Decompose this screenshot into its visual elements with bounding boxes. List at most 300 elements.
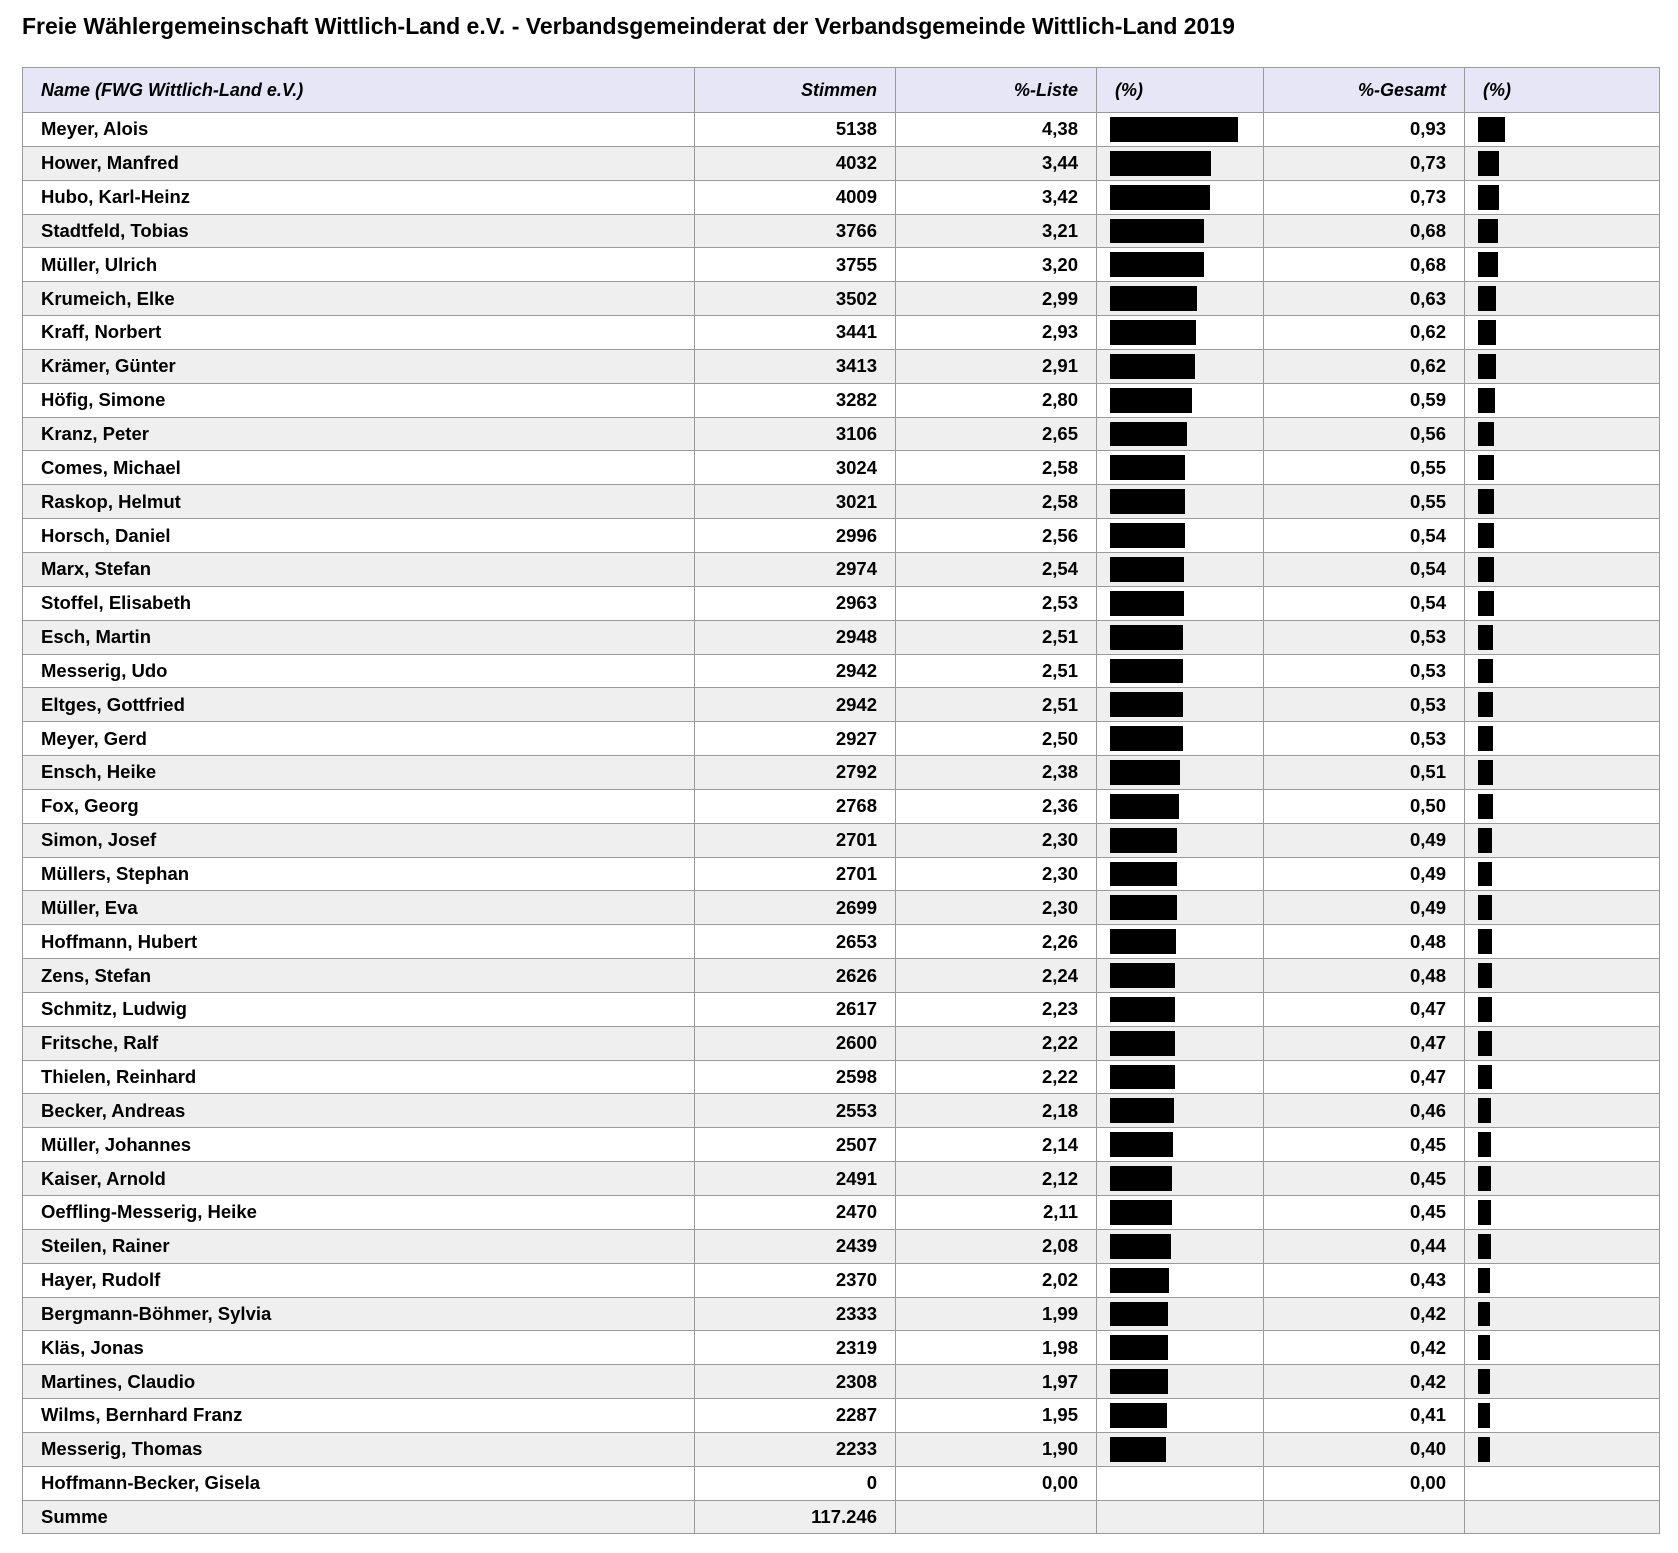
pct-total-value: 0,46 [1264,1094,1465,1128]
pct-total-value: 0,45 [1264,1128,1465,1162]
pct-total-bar-cell [1465,789,1660,823]
pct-list-bar [1110,591,1184,616]
pct-total-bar-cell [1465,180,1660,214]
pct-list-bar-cell [1097,485,1264,519]
pct-total-value: 0,62 [1264,316,1465,350]
table-row [23,316,1660,350]
pct-list-bar-cell [1097,1094,1264,1128]
candidate-name: Fox, Georg [23,789,695,823]
pct-list-value: 2,12 [896,1162,1097,1196]
candidate-name: Becker, Andreas [23,1094,695,1128]
pct-total-value: 0,53 [1264,654,1465,688]
pct-total-bar [1478,760,1493,785]
pct-list-value: 2,30 [896,891,1097,925]
pct-list-bar [1110,1234,1171,1259]
pct-list-value: 2,56 [896,519,1097,553]
pct-total-value: 0,53 [1264,620,1465,654]
pct-total-bar-cell [1465,146,1660,180]
vote-count: 0 [695,1466,896,1500]
pct-total-value: 0,93 [1264,113,1465,147]
pct-total-bar-cell [1465,349,1660,383]
vote-count: 2653 [695,925,896,959]
pct-total-value: 0,42 [1264,1365,1465,1399]
candidate-name: Bergmann-Böhmer, Sylvia [23,1297,695,1331]
vote-count: 2996 [695,519,896,553]
pct-total-bar-cell [1465,925,1660,959]
pct-list-bar-cell [1097,1162,1264,1196]
candidate-name: Horsch, Daniel [23,519,695,553]
vote-count: 3502 [695,282,896,316]
pct-total-value: 0,47 [1264,1060,1465,1094]
vote-count: 2553 [695,1094,896,1128]
pct-list-value: 3,20 [896,248,1097,282]
pct-list-bar [1110,320,1196,345]
candidate-name: Müller, Ulrich [23,248,695,282]
vote-count: 2974 [695,552,896,586]
pct-total-bar [1478,320,1496,345]
pct-total-value: 0,56 [1264,417,1465,451]
pct-list-bar-cell [1097,688,1264,722]
pct-total-bar [1478,1031,1492,1056]
pct-list-bar-cell [1097,1297,1264,1331]
pct-total-bar [1478,117,1505,142]
pct-total-bar-cell [1465,519,1660,553]
pct-list-bar [1110,1403,1167,1428]
pct-total-value: 0,49 [1264,857,1465,891]
table-row [23,113,1660,147]
pct-total-value: 0,68 [1264,214,1465,248]
pct-list-bar-cell [1097,214,1264,248]
pct-total-bar [1478,1302,1490,1327]
pct-list-bar-cell [1097,992,1264,1026]
table-row [23,1128,1660,1162]
pct-total-value: 0,48 [1264,925,1465,959]
pct-total-bar [1478,625,1493,650]
candidate-name: Kläs, Jonas [23,1331,695,1365]
vote-count: 2600 [695,1026,896,1060]
pct-total-value: 0,53 [1264,688,1465,722]
pct-list-value: 1,90 [896,1432,1097,1466]
pct-list-value: 2,08 [896,1229,1097,1263]
vote-count: 2701 [695,857,896,891]
summary-empty-cell [1465,1500,1660,1534]
pct-total-bar [1478,692,1493,717]
pct-total-bar [1478,1132,1491,1157]
pct-total-value: 0,49 [1264,823,1465,857]
pct-list-bar-cell [1097,823,1264,857]
candidate-name: Hubo, Karl-Heinz [23,180,695,214]
pct-list-bar-cell [1097,282,1264,316]
pct-total-bar [1478,726,1493,751]
vote-count: 2948 [695,620,896,654]
pct-list-bar [1110,219,1204,244]
pct-total-bar-cell [1465,1331,1660,1365]
pct-list-bar-cell [1097,1365,1264,1399]
vote-count: 2598 [695,1060,896,1094]
pct-total-bar [1478,286,1496,311]
candidate-name: Comes, Michael [23,451,695,485]
table-row [23,1060,1660,1094]
candidate-name: Messerig, Thomas [23,1432,695,1466]
table-row [23,823,1660,857]
vote-count: 2233 [695,1432,896,1466]
page-title: Freie Wählergemeinschaft Wittlich-Land e.V. - Verbandsgemeinderat der Verbandsgemeinde Wittlich-Land 2019 [22,13,1235,39]
table-row [23,722,1660,756]
pct-list-value: 2,51 [896,620,1097,654]
table-row [23,620,1660,654]
pct-list-bar [1110,354,1195,379]
pct-list-bar [1110,523,1185,548]
pct-list-value: 1,97 [896,1365,1097,1399]
pct-list-value: 2,24 [896,959,1097,993]
table-row [23,214,1660,248]
vote-count: 2491 [695,1162,896,1196]
candidate-name: Hower, Manfred [23,146,695,180]
candidate-name: Steilen, Rainer [23,1229,695,1263]
summary-label: Summe [23,1500,695,1534]
pct-list-value: 2,80 [896,383,1097,417]
pct-total-bar [1478,1437,1490,1462]
vote-count: 4009 [695,180,896,214]
table-row [23,180,1660,214]
candidate-name: Müllers, Stephan [23,857,695,891]
header-bar-total: (%) [1465,68,1660,113]
pct-total-value: 0,45 [1264,1162,1465,1196]
candidate-name: Messerig, Udo [23,654,695,688]
table-row [23,925,1660,959]
pct-list-value: 2,54 [896,552,1097,586]
pct-total-value: 0,73 [1264,180,1465,214]
table-row [23,519,1660,553]
pct-list-bar-cell [1097,349,1264,383]
pct-total-value: 0,50 [1264,789,1465,823]
pct-total-bar [1478,489,1494,514]
pct-list-bar-cell [1097,620,1264,654]
pct-total-value: 0,54 [1264,586,1465,620]
pct-total-bar [1478,1065,1492,1090]
pct-list-bar [1110,1335,1168,1360]
pct-list-value: 4,38 [896,113,1097,147]
pct-list-value: 2,22 [896,1026,1097,1060]
pct-total-bar-cell [1465,1297,1660,1331]
pct-total-bar-cell [1465,1399,1660,1433]
table-row [23,1297,1660,1331]
pct-total-value: 0,47 [1264,992,1465,1026]
pct-list-bar [1110,760,1180,785]
table-row [23,789,1660,823]
pct-list-value: 2,38 [896,756,1097,790]
pct-list-value: 2,30 [896,823,1097,857]
table-row [23,959,1660,993]
pct-total-bar-cell [1465,1229,1660,1263]
table-row [23,552,1660,586]
pct-list-bar [1110,1031,1175,1056]
pct-list-bar-cell [1097,756,1264,790]
pct-list-value: 2,51 [896,654,1097,688]
pct-total-bar [1478,1403,1490,1428]
vote-count: 2370 [695,1263,896,1297]
summary-empty-cell [1097,1500,1264,1534]
pct-total-value: 0,45 [1264,1196,1465,1230]
pct-list-bar-cell [1097,654,1264,688]
pct-list-value: 2,02 [896,1263,1097,1297]
candidate-name: Oeffling-Messerig, Heike [23,1196,695,1230]
vote-count: 5138 [695,113,896,147]
pct-total-bar-cell [1465,417,1660,451]
pct-total-value: 0,55 [1264,485,1465,519]
candidate-name: Hoffmann-Becker, Gisela [23,1466,695,1500]
pct-list-bar-cell [1097,722,1264,756]
pct-list-bar-cell [1097,1331,1264,1365]
pct-total-bar-cell [1465,552,1660,586]
candidate-name: Schmitz, Ludwig [23,992,695,1026]
pct-list-bar-cell [1097,552,1264,586]
pct-total-bar [1478,591,1494,616]
pct-list-value: 3,44 [896,146,1097,180]
vote-count: 3021 [695,485,896,519]
pct-total-bar [1478,1268,1490,1293]
pct-total-bar [1478,1098,1491,1123]
candidate-name: Stoffel, Elisabeth [23,586,695,620]
pct-total-bar [1478,1369,1490,1394]
pct-list-value: 2,11 [896,1196,1097,1230]
vote-count: 2792 [695,756,896,790]
pct-list-bar-cell [1097,1026,1264,1060]
vote-count: 2963 [695,586,896,620]
candidate-name: Krumeich, Elke [23,282,695,316]
pct-total-bar [1478,862,1492,887]
pct-total-bar-cell [1465,113,1660,147]
pct-list-bar [1110,726,1183,751]
table-row [23,756,1660,790]
pct-total-value: 0,42 [1264,1297,1465,1331]
pct-list-bar-cell [1097,113,1264,147]
candidate-name: Höfig, Simone [23,383,695,417]
pct-list-bar [1110,794,1179,819]
pct-list-value: 2,23 [896,992,1097,1026]
vote-count: 3413 [695,349,896,383]
table-row [23,1365,1660,1399]
pct-list-value: 2,53 [896,586,1097,620]
pct-list-bar [1110,997,1175,1022]
pct-list-bar [1110,895,1177,920]
pct-total-bar [1478,1234,1491,1259]
pct-list-value: 3,42 [896,180,1097,214]
table-row [23,1399,1660,1433]
pct-total-bar [1478,1200,1491,1225]
vote-count: 3766 [695,214,896,248]
pct-list-bar [1110,1302,1168,1327]
pct-total-value: 0,55 [1264,451,1465,485]
vote-count: 3755 [695,248,896,282]
table-row [23,1026,1660,1060]
pct-list-value: 1,98 [896,1331,1097,1365]
pct-total-value: 0,40 [1264,1432,1465,1466]
pct-total-bar [1478,523,1494,548]
pct-total-bar-cell [1465,1466,1660,1500]
pct-total-bar-cell [1465,1094,1660,1128]
table-row [23,417,1660,451]
pct-total-bar-cell [1465,316,1660,350]
pct-list-bar-cell [1097,891,1264,925]
vote-count: 3282 [695,383,896,417]
pct-total-bar-cell [1465,1162,1660,1196]
pct-list-value: 3,21 [896,214,1097,248]
pct-list-value: 0,00 [896,1466,1097,1500]
candidate-name: Esch, Martin [23,620,695,654]
pct-list-bar [1110,659,1183,684]
pct-list-value: 1,99 [896,1297,1097,1331]
pct-total-bar-cell [1465,1432,1660,1466]
vote-count: 4032 [695,146,896,180]
pct-list-bar [1110,151,1211,176]
vote-count: 2617 [695,992,896,1026]
vote-count: 2507 [695,1128,896,1162]
pct-total-value: 0,48 [1264,959,1465,993]
pct-list-bar [1110,117,1238,142]
pct-total-bar [1478,354,1496,379]
table-row [23,451,1660,485]
vote-count: 3024 [695,451,896,485]
pct-list-bar [1110,1132,1173,1157]
candidate-name: Stadtfeld, Tobias [23,214,695,248]
pct-list-bar [1110,1098,1174,1123]
pct-total-value: 0,62 [1264,349,1465,383]
vote-count: 2287 [695,1399,896,1433]
pct-list-bar-cell [1097,451,1264,485]
pct-total-value: 0,59 [1264,383,1465,417]
pct-total-bar-cell [1465,1365,1660,1399]
table-row [23,857,1660,891]
pct-total-bar-cell [1465,891,1660,925]
candidate-name: Kranz, Peter [23,417,695,451]
candidate-name: Hayer, Rudolf [23,1263,695,1297]
candidate-name: Eltges, Gottfried [23,688,695,722]
summary-empty-cell [896,1500,1097,1534]
pct-list-value: 2,91 [896,349,1097,383]
table-row [23,146,1660,180]
pct-list-bar-cell [1097,519,1264,553]
pct-total-bar-cell [1465,485,1660,519]
pct-total-bar-cell [1465,620,1660,654]
table-row [23,1094,1660,1128]
candidate-name: Krämer, Günter [23,349,695,383]
pct-total-bar [1478,1335,1490,1360]
header-pct-total: %-Gesamt [1264,68,1465,113]
vote-count: 2319 [695,1331,896,1365]
pct-total-bar-cell [1465,383,1660,417]
candidate-name: Wilms, Bernhard Franz [23,1399,695,1433]
pct-list-bar [1110,1065,1175,1090]
pct-total-bar [1478,659,1493,684]
pct-list-value: 2,65 [896,417,1097,451]
vote-count: 2701 [695,823,896,857]
pct-list-bar [1110,1268,1169,1293]
vote-count: 2626 [695,959,896,993]
pct-total-bar-cell [1465,248,1660,282]
pct-total-bar-cell [1465,688,1660,722]
header-pct-list: %-Liste [896,68,1097,113]
summary-row [23,1500,1660,1534]
candidate-name: Kraff, Norbert [23,316,695,350]
pct-total-bar-cell [1465,451,1660,485]
candidate-name: Müller, Johannes [23,1128,695,1162]
candidate-name: Martines, Claudio [23,1365,695,1399]
summary-votes: 117.246 [695,1500,896,1534]
vote-count: 3106 [695,417,896,451]
pct-list-bar [1110,455,1185,480]
table-row [23,485,1660,519]
pct-list-bar-cell [1097,1399,1264,1433]
pct-list-bar [1110,1437,1166,1462]
table-row [23,1196,1660,1230]
pct-total-value: 0,42 [1264,1331,1465,1365]
pct-total-value: 0,51 [1264,756,1465,790]
candidate-name: Hoffmann, Hubert [23,925,695,959]
pct-total-bar [1478,388,1495,413]
pct-list-bar [1110,625,1183,650]
table-row [23,654,1660,688]
pct-list-value: 2,58 [896,485,1097,519]
pct-list-bar [1110,1200,1172,1225]
pct-list-bar [1110,388,1192,413]
vote-count: 2470 [695,1196,896,1230]
table-header-row [23,68,1660,113]
vote-count: 2333 [695,1297,896,1331]
pct-list-value: 2,93 [896,316,1097,350]
table-row [23,349,1660,383]
pct-total-bar [1478,963,1492,988]
vote-count: 2927 [695,722,896,756]
pct-total-bar-cell [1465,1263,1660,1297]
pct-total-value: 0,41 [1264,1399,1465,1433]
pct-list-bar-cell [1097,1229,1264,1263]
pct-total-bar [1478,557,1494,582]
pct-total-bar [1478,895,1492,920]
pct-total-bar [1478,828,1492,853]
pct-total-bar-cell [1465,992,1660,1026]
pct-list-bar-cell [1097,1060,1264,1094]
table-row [23,248,1660,282]
candidate-name: Fritsche, Ralf [23,1026,695,1060]
candidate-name: Simon, Josef [23,823,695,857]
pct-total-bar [1478,794,1493,819]
pct-total-value: 0,73 [1264,146,1465,180]
header-votes: Stimmen [695,68,896,113]
pct-total-value: 0,54 [1264,552,1465,586]
pct-list-bar-cell [1097,1432,1264,1466]
results-table [22,67,1660,1534]
pct-list-bar [1110,692,1183,717]
table-body [23,113,1660,1534]
table-row [23,688,1660,722]
pct-list-bar-cell [1097,146,1264,180]
pct-list-bar-cell [1097,180,1264,214]
pct-list-value: 2,18 [896,1094,1097,1128]
pct-total-bar-cell [1465,1128,1660,1162]
pct-list-value: 2,99 [896,282,1097,316]
pct-list-bar-cell [1097,1466,1264,1500]
table-row [23,383,1660,417]
pct-total-value: 0,68 [1264,248,1465,282]
pct-list-bar-cell [1097,383,1264,417]
vote-count: 3441 [695,316,896,350]
pct-total-value: 0,43 [1264,1263,1465,1297]
pct-total-bar-cell [1465,722,1660,756]
candidate-name: Meyer, Gerd [23,722,695,756]
header-name: Name (FWG Wittlich-Land e.V.) [23,68,695,113]
table-row [23,891,1660,925]
